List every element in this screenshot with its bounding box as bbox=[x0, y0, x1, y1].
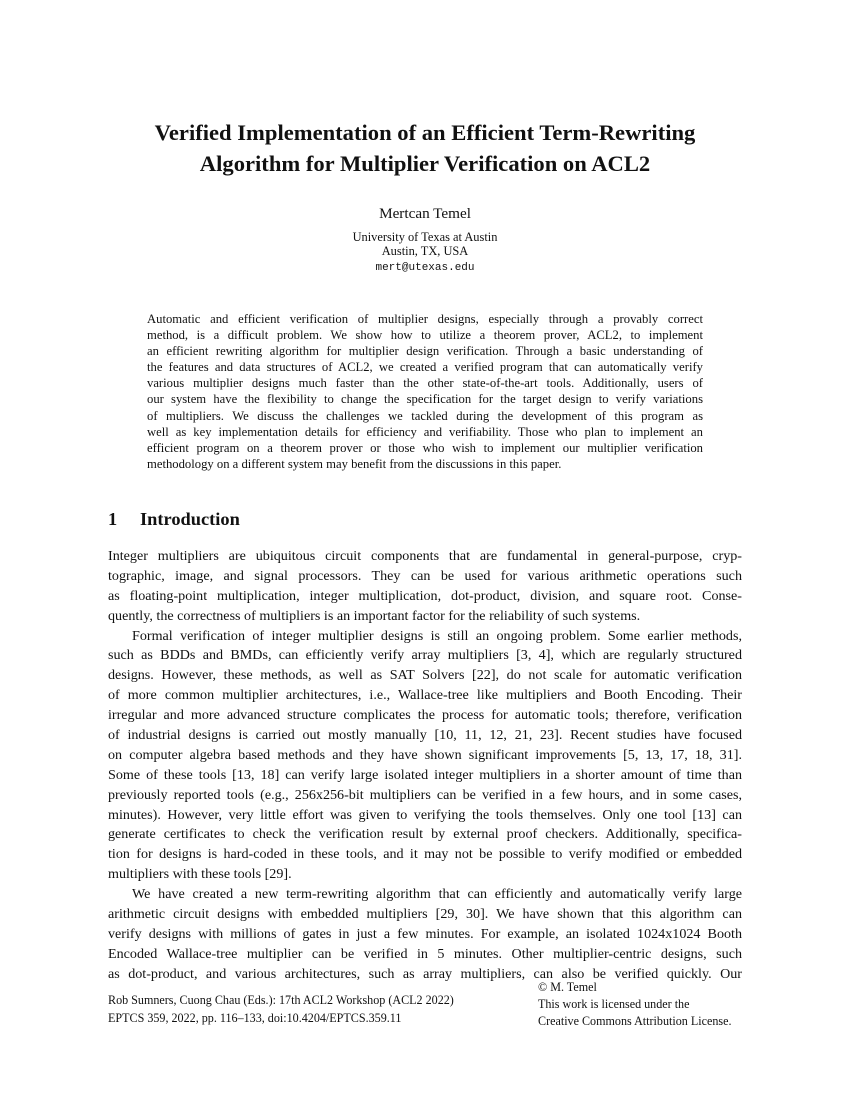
affiliation-line: Austin, TX, USA bbox=[381, 244, 469, 258]
body-line: previously reported tools (e.g., 256x256-bit multipliers can be verified in a few hours, and in some cases, bbox=[108, 786, 742, 803]
body-line: as dot-product, and various architectures, such as array multipliers, can also be verified quickly. Our bbox=[108, 965, 742, 982]
section-number: 1 bbox=[108, 509, 118, 529]
publication-info-line: Rob Sumners, Cuong Chau (Eds.): 17th ACL2 Workshop (ACL2 2022) bbox=[108, 993, 454, 1007]
abstract-line: of multipliers. We discuss the challenges we tackled during the development of this program as bbox=[147, 408, 703, 423]
abstract-line: the features and data structures of ACL2, we created a verified program that can automatically verify bbox=[147, 360, 703, 375]
body-line: Formal verification of integer multiplier designs is still an ongoing problem. Some earlier methods, bbox=[132, 627, 742, 644]
body-line: verify designs with millions of gates in just a few minutes. For example, an isolated 1024x1024 Booth bbox=[108, 925, 742, 942]
abstract-line: an efficient rewriting algorithm for multiplier design verification. Through a basic understanding of bbox=[147, 344, 703, 359]
body-line: Integer multipliers are ubiquitous circuit components that are fundamental in general-purpose, cryp- bbox=[108, 548, 742, 564]
abstract-line: various multiplier designs much faster than the other state-of-the-art tools. Additionally, users of bbox=[147, 376, 703, 391]
body-line: generate certificates to check the verification result by external proof checkers. Additionally, specifica- bbox=[108, 826, 742, 843]
abstract-line: our system have the flexibility to change the specification for the target design to verify variations bbox=[147, 392, 703, 407]
affiliation-line: University of Texas at Austin bbox=[352, 230, 498, 244]
abstract-line: methodology on a different system may benefit from the discussions in this paper. bbox=[147, 456, 562, 471]
body-line: We have created a new term-rewriting algorithm that can efficiently and automatically verify large bbox=[132, 886, 742, 903]
author-name: Mertcan Temel bbox=[379, 205, 471, 222]
abstract-line: Automatic and efficient verification of multiplier designs, especially through a provably correct bbox=[147, 312, 703, 326]
body-line: Some of these tools [13, 18] can verify large isolated integer multipliers in a shorter amount of time than bbox=[108, 766, 742, 783]
body-line: such as BDDs and BMDs, can efficiently verify array multipliers [3, 4], which are regularly structured bbox=[108, 647, 742, 664]
affiliation bbox=[0, 230, 850, 258]
title-line: Verified Implementation of an Efficient Term-Rewriting bbox=[154, 120, 696, 145]
body-line: tographic, image, and signal processors. They can be used for various arithmetic operations such bbox=[108, 567, 742, 584]
body-line: on computer algebra based methods and they have shown significant improvements [5, 13, 17, 18, 31]. bbox=[108, 746, 742, 763]
body-line: tion for designs is hard-coded in these tools, and it may not be possible to verify modified or embedded bbox=[108, 846, 742, 863]
section-title: Introduction bbox=[140, 509, 240, 529]
license-line: Creative Commons Attribution License. bbox=[538, 1014, 732, 1028]
body-line: arithmetic circuit designs with embedded multipliers [29, 30]. We have shown that this algorithm can bbox=[108, 906, 742, 923]
abstract bbox=[147, 311, 703, 472]
license-info bbox=[538, 979, 731, 1030]
abstract-line: well as key implementation details for efficiency and verifiability. Those who plan to implement an bbox=[147, 424, 703, 439]
author-email: mert@utexas.edu bbox=[375, 262, 475, 274]
body-line: Encoded Wallace-tree multiplier can be verified in 5 minutes. Other multiplier-centric designs, such bbox=[108, 945, 742, 962]
body-line: quently, the correctness of multipliers is an important factor for the reliability of such systems. bbox=[108, 607, 641, 624]
abstract-line: efficient program on a theorem prover or those who wish to implement our multiplier verification bbox=[147, 440, 703, 455]
section-heading bbox=[108, 509, 240, 530]
publication-info bbox=[108, 991, 454, 1027]
body-line: designs. However, these methods, as well as SAT Solvers [22], do not scale for automatic verification bbox=[108, 667, 742, 684]
copyright-line: © M. Temel bbox=[538, 980, 597, 994]
body-line: as floating-point multiplication, integer multiplication, dot-product, division, and square root. Conse- bbox=[108, 587, 742, 604]
license-line: This work is licensed under the bbox=[538, 997, 690, 1011]
publication-info-line: EPTCS 359, 2022, pp. 116–133, doi:10.4204/EPTCS.359.11 bbox=[108, 1011, 402, 1025]
body-line: of industrial designs is carried out mostly manually [10, 11, 12, 21, 23]. Recent studies have focused bbox=[108, 727, 742, 744]
paper-title bbox=[0, 117, 850, 179]
body-line: multipliers with these tools [29]. bbox=[108, 866, 292, 883]
body-text bbox=[108, 547, 742, 985]
body-line: of more common multiplier architectures, i.e., Wallace-tree like multipliers and Booth Encoding. Their bbox=[108, 687, 742, 704]
body-line: minutes). However, very little effort was given to verifying the tools themselves. Only one tool [13] can bbox=[108, 806, 742, 823]
body-line: irregular and more advanced structure complicates the process for automatic tools; therefore, verification bbox=[108, 707, 742, 724]
title-line: Algorithm for Multiplier Verification on ACL2 bbox=[199, 151, 651, 176]
abstract-line: method, is a difficult problem. We show how to utilize a theorem prover, ACL2, to implement bbox=[147, 328, 703, 343]
